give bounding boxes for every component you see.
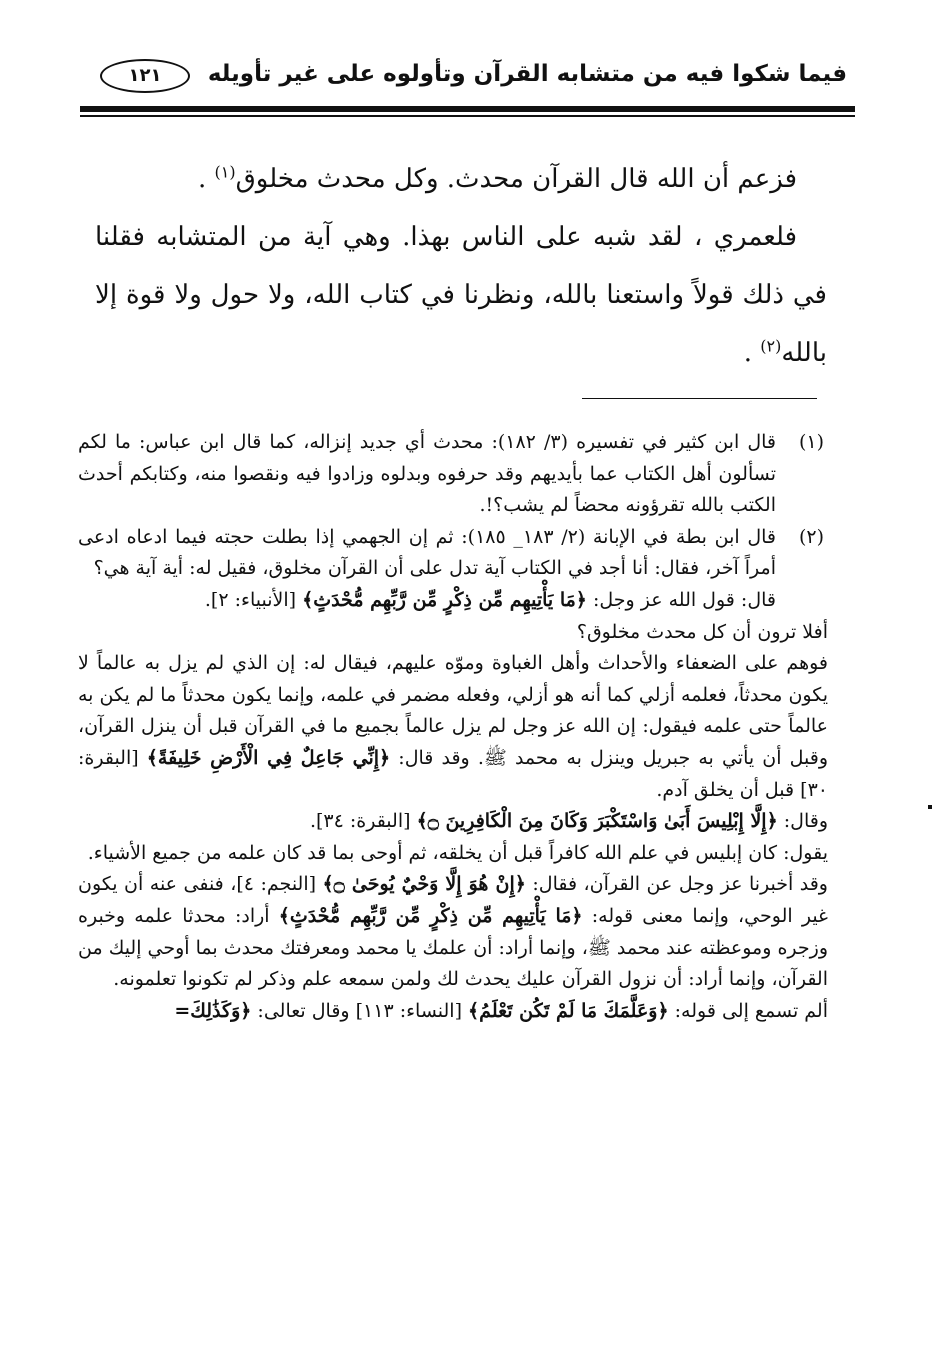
footnote-ref-1[interactable]: (١) <box>214 162 236 182</box>
quran-verse: ﴿إِنْ هُوَ إِلَّا وَحْيٌ يُوحَىٰ ۝﴾ <box>322 873 526 896</box>
header-rule-thin <box>80 115 855 117</box>
footnote-2-line-quote-1-lead: قال: قول الله عز وجل: <box>586 588 776 611</box>
page-header <box>80 55 855 105</box>
footnote-2 <box>78 522 828 585</box>
main-paragraph-1-text: فزعم أن الله قال القرآن محدث. وكل محدث مخلوق <box>235 164 797 194</box>
quran-verse: ﴿إِلَّا إِبْلِيسَ أَبَىٰ وَاسْتَكْبَرَ وَكَانَ مِنَ الْكَافِرِينَ ۝﴾ <box>416 810 778 833</box>
verse-reference: [النساء: ١١٣] وقال تعالى: <box>251 999 469 1022</box>
verse-reference: [البقرة: ٣٠] قبل أن يخلق آدم. <box>78 746 828 801</box>
main-paragraph-1 <box>95 150 827 208</box>
footnote-2-text: قال ابن بطة في الإبانة (٢/ ١٨٣_ ١٨٥): ثم إن الجهمي إذا بطلت حجته فيما ادعاه ادعى أمراً آخر، فقال: أنا أجد في الكتاب آية تدل على أن القرآن مخلوق، فقيل له: أية آية هي؟ <box>78 525 776 580</box>
quran-verse: ﴿مَا يَأْتِيهِم مِّن ذِكْرٍ مِّن رَّبِّهِم مُّحْدَثٍ﴾ <box>302 588 587 611</box>
main-paragraph-2-text: فلعمري ، لقد شبه على الناس بهذا. وهي آية من المتشابه فقلنا في ذلك قولاً واستعنا بالله، ونظرنا في كتاب الله، ولا حول ولا قوة إلا بالله <box>95 222 827 368</box>
footnote-1-number: (١) <box>798 431 824 453</box>
footnote-2-revelation-text: [النجم: ٤]، فنفى عنه أن يكون غير الوحي، وإنما معنى قوله: <box>78 873 828 927</box>
main-paragraph-2 <box>95 208 827 382</box>
footnote-2-revelation-lead: وقد أخبرنا عز وجل عن القرآن، فقال: <box>525 873 828 896</box>
main-paragraph-2-end: . <box>743 338 761 368</box>
footnote-2-quote-iblis-lead: وقال: <box>777 810 828 833</box>
footnote-2-final-line <box>78 996 828 1028</box>
quran-verse: ﴿مَا يَأْتِيهِم مِّن ذِكْرٍ مِّن رَّبِّهِم مُّحْدَثٍ﴾ <box>278 904 583 927</box>
footnote-2-explanation: يقول: كان إبليس في علم الله كافراً قبل أن يخلقه، ثم أوحى بما قد كان علمه من جميع الأشياء. <box>87 841 828 864</box>
footnotes <box>78 427 828 1027</box>
footnote-2-argument <box>78 648 828 806</box>
footnote-2-revelation-continuation: أراد: محدثا علمه وخبره وزجره وموعظته عند محمد ﷺ، وإنما أراد: أن علمك يا محمد ومعرفتك محدث بما أوحي إليك من القرآن، وإنما أراد: أن نزول القرآن عليك يحدث لك ولمن سمعه علم وذكر لم تكونوا تعلمونه. <box>78 904 828 991</box>
running-title: فيما شكوا فيه من متشابه القرآن وتأولوه على غير تأويله <box>207 61 847 87</box>
quran-verse: ﴿وَعَلَّمَكَ مَا لَمْ تَكُن تَعْلَمُ﴾ <box>468 999 669 1022</box>
footnote-2-quote-iblis <box>78 806 828 838</box>
footnote-ref-2[interactable]: (٢) <box>760 336 782 356</box>
footnote-1 <box>78 427 828 522</box>
verse-reference: [البقرة: ٣٤]. <box>309 810 417 833</box>
main-paragraph-1-end: . <box>197 164 215 194</box>
footnote-2-argument-text: فوهم على الضعفاء والأحداث وأهل الغباوة وموّه عليهم، فيقال له: إن الذي لم يزل به عالماً لا يكون محدثاً، فعلمه أزلي كما أنه هو أزلي، وفعله مضمر في علمه، وإنما يكون محدثاً ما لم يكن به عالماً حتى علمه فيقول: إن الله عز وجل لم يزل عالماً بجميع ما في القرآن قبل أن ينزل القرآن، وقبل أن يأتي به جبريل وينزل به محمد ﷺ. وقد قال: <box>78 652 828 769</box>
quran-verse: ﴿إِنِّي جَاعِلٌ فِي الْأَرْضِ خَلِيفَةً﴾ <box>146 746 391 769</box>
footnote-2-question: أفلا ترون أن كل محدث مخلوق؟ <box>576 620 828 643</box>
footnote-2-line-quote-1 <box>78 585 828 617</box>
footnote-1-text: قال ابن كثير في تفسيره (٣/ ١٨٢): محدث أي جديد إنزاله، كما قال ابن عباس: ما لكم تسألون أهل الكتاب عما بأيديهم وقد حرفوه وبدلوه وزادوا فيه ونقصوا منه، وكتابكم أحدث الكتب بالله تقرؤونه محضاً لم يشب؟!. <box>78 431 776 517</box>
header-rule-thick <box>80 106 855 112</box>
main-text <box>95 150 827 382</box>
footnote-2-number: (٢) <box>798 525 824 548</box>
footnote-2-revelation <box>78 869 828 995</box>
footnote-2-final-lead: ألم تسمع إلى قوله: <box>668 999 828 1022</box>
page-number: ١٢١ <box>100 59 190 93</box>
scan-speck <box>928 805 932 809</box>
quran-verse-continued: ﴿وَكَذَٰلِكَ= <box>174 999 252 1022</box>
verse-reference: [الأنبياء: ٢]. <box>204 588 303 611</box>
footnote-separator <box>582 398 817 399</box>
